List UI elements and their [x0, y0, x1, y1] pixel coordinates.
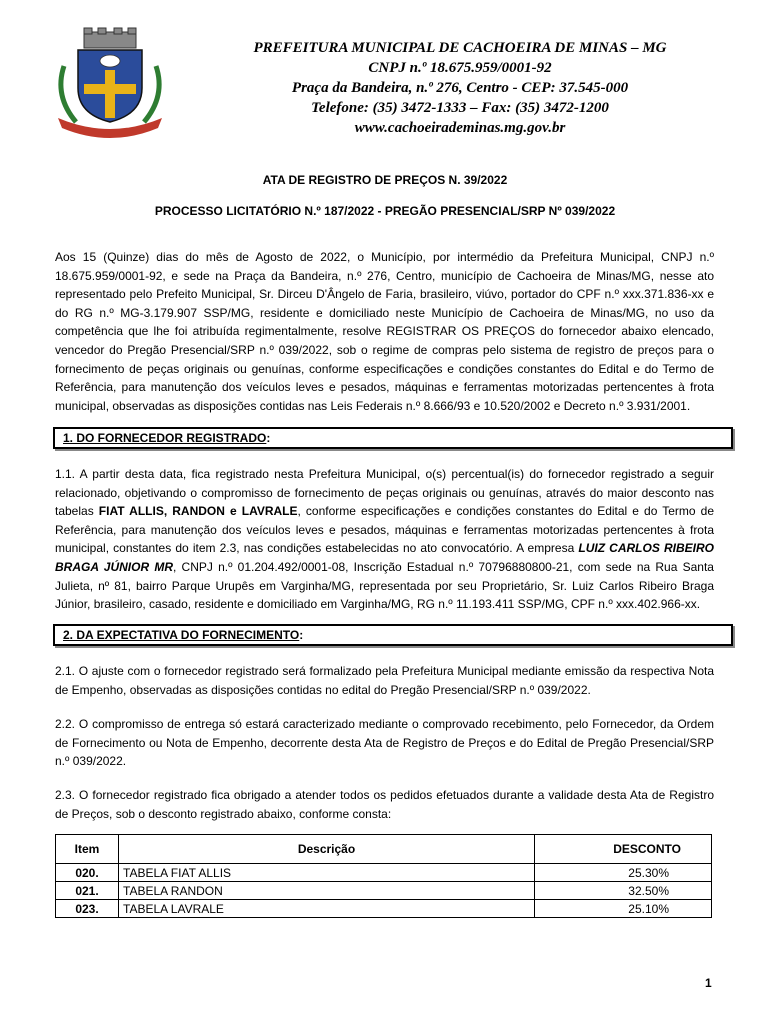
header-line-2: CNPJ n.º 18.675.959/0001-92 — [368, 60, 552, 76]
header-line-4: Telefone: (35) 3472-1333 – Fax: (35) 3472-1200 — [311, 100, 609, 116]
paragraph-2-3: 2.3. O fornecedor registrado fica obrigado a atender todos os pedidos efetuados durante a validade desta Ata de Registro de Preços, sob o desconto registrado abaixo, conforme consta: — [55, 788, 714, 821]
row-discount: 25.30% — [535, 864, 712, 882]
section-1-heading: 1. DO FORNECEDOR REGISTRADO: — [53, 427, 733, 449]
header-item: Item — [56, 835, 119, 864]
row-description: TABELA RANDON — [119, 882, 535, 900]
paragraph-2-2: 2.2. O compromisso de entrega só estará caracterizado mediante o comprovado recebimento, pelo Fornecedor, da Ordem de Fornecimento ou Nota de Empenho, decorrente desta Ata de Registro de Preços e do Edital de Pregão Presencial/SRP n.º 039/2022. — [55, 717, 714, 769]
row-item: 023. — [56, 900, 119, 918]
ata-title: ATA DE REGISTRO DE PREÇOS N. 39/2022 — [262, 173, 508, 187]
row-item: 021. — [56, 882, 119, 900]
row-description: TABELA LAVRALE — [119, 900, 535, 918]
section-2-heading-text: 2. DA EXPECTATIVA DO FORNECIMENTO — [63, 628, 300, 642]
letterhead — [180, 38, 740, 138]
table-row — [56, 900, 712, 918]
intro-paragraph: Aos 15 (Quinze) dias do mês de Agosto de 2022, o Município, por intermédio da Prefeitura Municipal, CNPJ n.º 18.675.959/0001-92, e sede na Praça da Bandeira, n.º 276, Centro, município de Cachoeira de Minas/MG, nesse ato representado pelo Prefeito Municipal, Sr. Dirceu D'Ângelo de Faria, brasileiro, viúvo, portador do CPF n.º xxx.371.836-xx e do RG n.º MG-3.179.907 SSP/MG, residente e domiciliado neste Município de Cachoeira de Minas/MG, no uso da competência que lhe foi atribuída regimentalmente, resolve REGISTRAR OS PREÇOS do fornecedor abaixo elencado, vencedor do Pregão Presencial/SRP n.º 039/2022, sob o regime de compras pelo sistema de registro de preços para o fornecimento de peças originais ou genuínas, conforme especificações e condições constantes do Edital e do Termo de Referência, para manutenção dos veículos leves e pesados, máquinas e ferramentas motorizadas pertencentes à frota municipal, observadas as disposições contidas nas Leis Federais n.º 8.666/93 e 10.520/2002 e Decreto n.º 3.931/2001. — [55, 250, 714, 413]
municipal-coat-of-arms — [50, 26, 170, 138]
table-row — [56, 864, 712, 882]
header-line-1: PREFEITURA MUNICIPAL DE CACHOEIRA DE MINAS – MG — [253, 40, 667, 56]
header-description: Descrição — [119, 835, 535, 864]
row-discount: 32.50% — [535, 882, 712, 900]
sheep — [100, 55, 120, 67]
section-1-heading-text: 1. DO FORNECEDOR REGISTRADO — [63, 431, 267, 445]
discount-table — [55, 834, 712, 918]
header-line-3: Praça da Bandeira, n.º 276, Centro - CEP: 37.545-000 — [291, 80, 629, 96]
header-line-5: www.cachoeirademinas.mg.gov.br — [354, 120, 566, 136]
section-1-paragraph: 1.1. A partir desta data, fica registrado nesta Prefeitura Municipal, o(s) percentual(is) do fornecedor registrado a seguir relacionado, objetivando o compromisso de fornecimento de peças originais ou genuínas, através do maior desconto nas tabelas FIAT ALLIS, RANDON e LAVRALE, conforme especificações e condições constantes do Edital e do Termo de Referência, para manutenção dos veículos leves e pesados, máquinas e ferramentas motorizadas pertencentes à frota municipal, constantes do item 2.3, nas condições estabelecidas no ato convocatório. A empresa LUIZ CARLOS RIBEIRO BRAGA JÚNIOR MR, CNPJ n.º 01.204.492/0001-08, Inscrição Estadual n.º 70796880800-21, com sede na Rua Santa Julieta, nº 81, bairro Parque Urupês em Varginha/MG, representada por seu Proprietário, Sr. Luiz Carlos Ribeiro Braga Júnior, brasileiro, casado, residente e domiciliado em Varginha/MG, RG n.º 11.193.411 SSP/MG, CPF n.º xxx.402.966-xx. — [55, 467, 714, 612]
section-2-heading: 2. DA EXPECTATIVA DO FORNECIMENTO: — [53, 624, 733, 646]
row-item: 020. — [56, 864, 119, 882]
row-discount: 25.10% — [535, 900, 712, 918]
header-discount: DESCONTO — [535, 835, 712, 864]
paragraph-2-1: 2.1. O ajuste com o fornecedor registrado será formalizado pela Prefeitura Municipal mediante emissão da respectiva Nota de Empenho, observadas as disposições contidas no edital do Pregão Presencial/SRP n.º 039/2022. — [55, 664, 714, 697]
row-description: TABELA FIAT ALLIS — [119, 864, 535, 882]
tables-list: FIAT ALLIS, RANDON e LAVRALE — [98, 504, 298, 519]
laurel-left — [61, 66, 76, 122]
company-name: LUIZ CARLOS RIBEIRO BRAGA JÚNIOR MR — [55, 541, 714, 574]
table-row — [56, 882, 712, 900]
table-header-row — [56, 835, 712, 864]
processo-title: PROCESSO LICITATÓRIO N.º 187/2022 - PREGÃO PRESENCIAL/SRP Nº 039/2022 — [154, 204, 616, 218]
laurel-right — [144, 66, 159, 122]
page-number: 1 — [705, 976, 712, 990]
cross-horizontal — [84, 84, 136, 94]
